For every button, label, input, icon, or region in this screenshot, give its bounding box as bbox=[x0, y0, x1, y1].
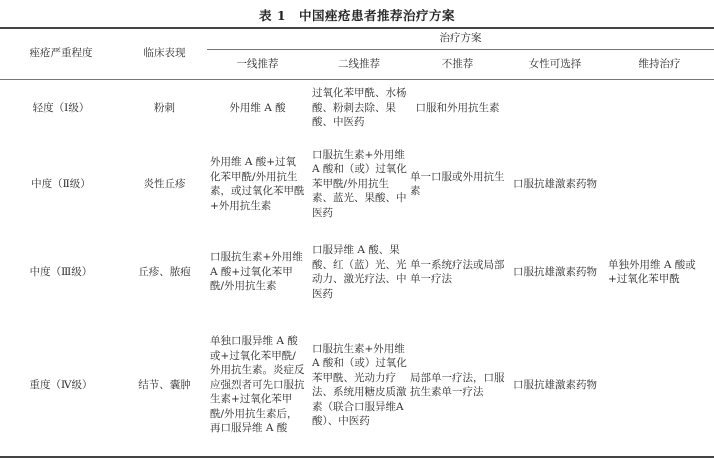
row4-severity: 重度（Ⅳ级） bbox=[29, 378, 93, 391]
row1-not-recommended: 口服和外用抗生素 bbox=[415, 101, 500, 114]
header-first-line: 一线推荐 bbox=[236, 58, 279, 71]
row3-not-recommended: 单一系统疗法或局部单一疗法 bbox=[410, 258, 505, 285]
header-female-option: 女性可选择 bbox=[528, 58, 582, 71]
row2-maintenance bbox=[605, 138, 714, 230]
row3-second-line: 口服异维 A 酸、果酸、红（蓝）光、光动力、激光疗法、中医药 bbox=[312, 244, 407, 300]
row4-first-line: 单独口服异维 A 酸或+过氧化苯甲酰/外用抗生素。炎症反应强烈者可先口服抗生素+过氧化苯甲酰/外用抗生素后，再口服异维 A 酸 bbox=[210, 335, 305, 435]
row1-clinical: 粉刺 bbox=[154, 101, 175, 114]
header-maintenance: 维持治疗 bbox=[638, 58, 681, 71]
row4-not-recommended: 局部单一疗法，口服抗生素单一疗法 bbox=[410, 371, 505, 398]
row1-first-line: 外用维 A 酸 bbox=[229, 101, 286, 114]
row1-severity: 轻度（Ⅰ级） bbox=[32, 101, 90, 114]
header-second-line: 二线推荐 bbox=[338, 58, 380, 71]
row3-severity: 中度（Ⅲ级） bbox=[29, 265, 93, 278]
row4-female-option: 口服抗雄激素药物 bbox=[513, 378, 597, 391]
row1-female-option bbox=[505, 80, 605, 136]
bottom-rule bbox=[0, 456, 714, 458]
row3-first-line: 口服抗生素+外用维 A 酸+过氧化苯甲酰/外用抗生素 bbox=[210, 251, 303, 293]
row2-female-option: 口服抗雄激素药物 bbox=[513, 177, 597, 190]
row2-severity: 中度（Ⅱ级） bbox=[31, 177, 91, 190]
row2-not-recommended: 单一口服或外用抗生素 bbox=[410, 170, 505, 197]
row4-second-line: 口服抗生素+外用维 A 酸和（或）过氧化苯甲酰、光动力疗法、系统用糖皮质激素（联合口服异维A酸）、中医药 bbox=[312, 342, 407, 427]
header-treatment: 治疗方案 bbox=[439, 32, 482, 45]
row2-first-line: 外用维 A 酸+过氧化苯甲酰/外用抗生素，或过氧化苯甲酰+外用抗生素 bbox=[210, 156, 305, 212]
header-clinical: 临床表现 bbox=[143, 47, 186, 60]
row1-maintenance bbox=[605, 80, 714, 136]
row2-second-line: 口服抗生素+外用维 A 酸和（或）过氧化苯甲酰/外用抗生素、蓝光、果酸、中医药 bbox=[312, 148, 407, 219]
table-title: 表 1 中国痤疮患者推荐治疗方案 bbox=[258, 8, 456, 23]
row3-maintenance: 单独外用维 A 酸或+过氧化苯甲酰 bbox=[608, 258, 696, 285]
row4-clinical: 结节、囊肿 bbox=[138, 378, 191, 391]
row4-maintenance bbox=[605, 316, 714, 454]
row2-clinical: 炎性丘疹 bbox=[143, 177, 186, 190]
header-severity: 痤疮严重程度 bbox=[29, 47, 93, 60]
header-not-recommended: 不推荐 bbox=[441, 58, 474, 71]
row3-clinical: 丘疹、脓疱 bbox=[138, 265, 191, 278]
row1-second-line: 过氧化苯甲酰、水杨酸、粉刺去除、果酸、中医药 bbox=[312, 87, 407, 129]
row3-female-option: 口服抗雄激素药物 bbox=[513, 265, 597, 278]
